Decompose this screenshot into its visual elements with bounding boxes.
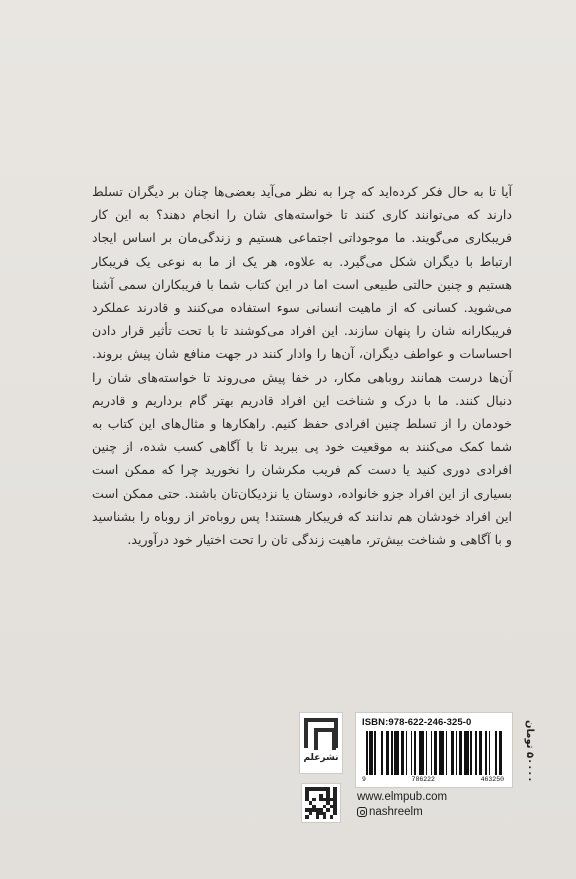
blurb-paragraph bbox=[92, 180, 512, 551]
instagram-icon bbox=[357, 807, 367, 817]
instagram-text: nashreelm bbox=[369, 806, 423, 818]
barcode-left-digit: 9 bbox=[362, 776, 366, 783]
website-link[interactable]: www.elmpub.com bbox=[357, 791, 448, 803]
publisher-logo bbox=[299, 712, 343, 774]
price-label: ۵۰۰۰۰ تومان bbox=[524, 719, 535, 783]
isbn-label: ISBN:978-622-246-325-0 bbox=[362, 717, 472, 728]
barcode-bars bbox=[366, 731, 504, 775]
publisher-name: نشرعلم bbox=[303, 753, 339, 763]
qr-code-icon bbox=[301, 783, 341, 823]
blurb-text: آیا تا به حال فکر کرده‌اید که چرا به نظر می‌آید بعضی‌ها چنان بر دیگران تسلط دارند که می‌توانند کاری کنند تا خواسته‌های شان را انجام دهند؟ به این کار فریبکاری می‌گویند. ما موجوداتی اجتماعی هستیم و زندگی‌مان بر اساس ایجاد ارتباط با دیگران شکل می‌گیرد. به علاوه، هر یک از ما به نوعی یک فریبکار هستیم و چنین حالتی طبیعی است اما در این کتاب شما با فریبکاران سمی آشنا می‌شوید. کسانی که از ماهیت انسانی سوء استفاده می‌کنند و قادرند عملکرد فریبکارانه شان را پنهان سازند. این افراد می‌کوشند تا با تحت تأثیر قرار دادن احساسات و عواطف دیگران، آن‌ها را وادار کنند در جهت منافع شان پیش بروند. آن‌ها درست همانند روباهی مکار، در خفا پیش می‌روند تا خواسته‌های شان را دنبال کنند. ما با درک و شناخت این افراد قادریم بهتر گام برداریم و قادریم خودمان را از تسلط چنین افرادی حفظ کنیم. راهکارها و مثال‌های این کتاب به شما کمک می‌کنند به موقعیت خود پی ببرید تا با آگاهی کسب شده، از چنین افرادی دوری کنید یا دست کم فریب مکرشان را نخورید چرا که ممکن است بسیاری از این افراد جزو خانواده، دوستان یا نزدیکان‌تان باشند. حتی ممکن است این افراد خودشان هم ندانند که فریبکار هستند! پس روباه‌تر از روباه را بشناسید و با آگاهی و شناخت بیش‌تر، ماهیت زندگی تان را تحت اختیار خود درآورید. bbox=[92, 184, 512, 548]
barcode-digits bbox=[360, 776, 510, 783]
instagram-handle[interactable] bbox=[357, 806, 423, 818]
barcode-group-1: 786222 bbox=[411, 776, 435, 783]
publisher-logo-icon bbox=[304, 718, 338, 748]
barcode-group-2: 463250 bbox=[480, 776, 504, 783]
barcode bbox=[355, 712, 513, 788]
